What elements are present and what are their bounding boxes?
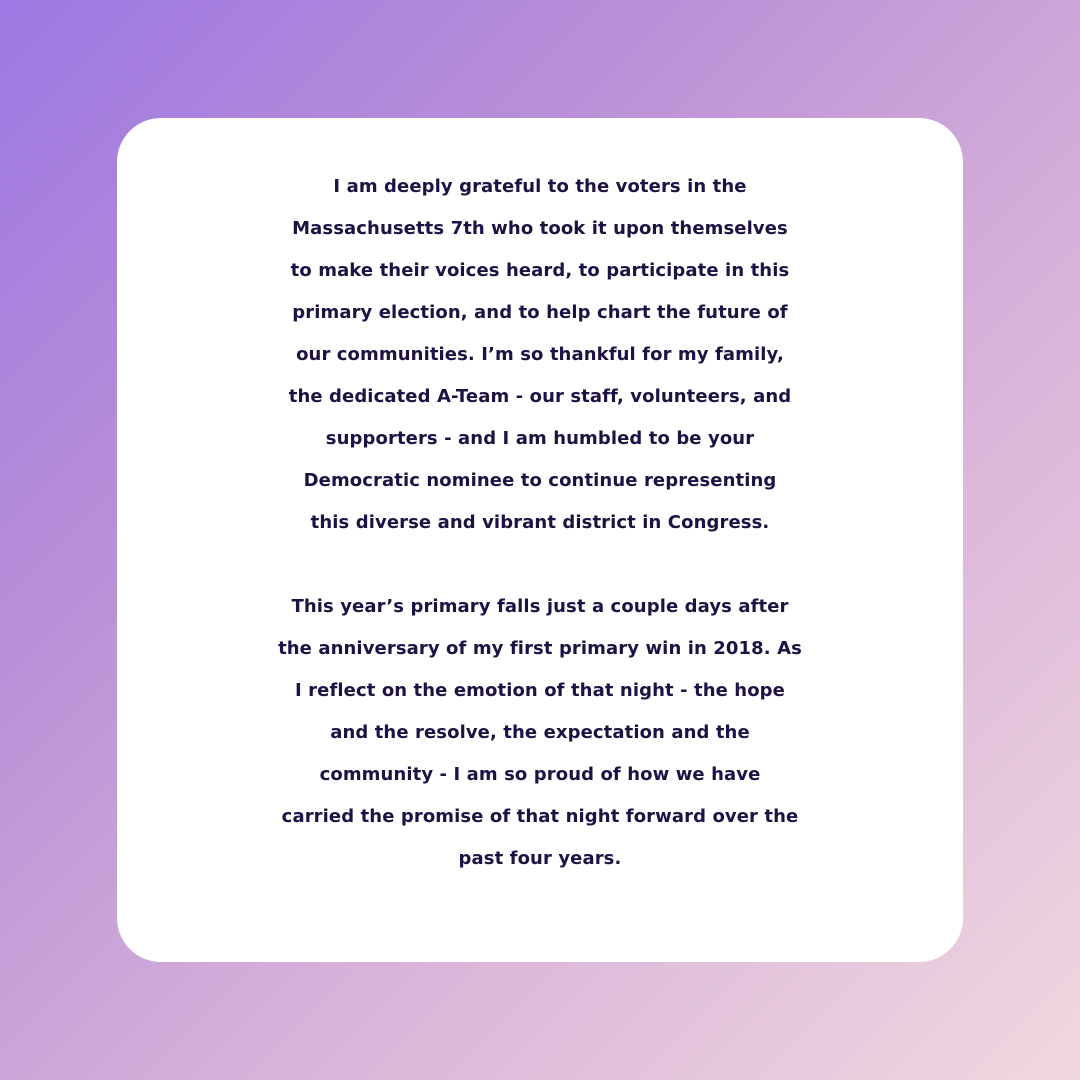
statement-line: Massachusetts 7th who took it upon themselves: [292, 218, 788, 239]
statement-line: Democratic nominee to continue representing: [303, 470, 777, 491]
statement-line: past four years.: [458, 848, 622, 869]
statement-paragraph-2: [117, 586, 963, 880]
statement-line: community - I am so proud of how we have: [319, 764, 761, 785]
statement-card: [117, 118, 963, 962]
statement-line: I am deeply grateful to the voters in the: [333, 176, 747, 197]
statement-line: the dedicated A-Team - our staff, volunteers, and: [288, 386, 792, 407]
statement-line: supporters - and I am humbled to be your: [325, 428, 755, 449]
statement-line: I reflect on the emotion of that night - the hope: [295, 680, 785, 701]
statement-line: This year’s primary falls just a couple days after: [291, 596, 789, 617]
statement-paragraph-1: [117, 166, 963, 544]
statement-line: our communities. I’m so thankful for my family,: [296, 344, 784, 365]
statement-line: primary election, and to help chart the future of: [292, 302, 788, 323]
statement-line: the anniversary of my first primary win in 2018. As: [278, 638, 802, 659]
statement-line: this diverse and vibrant district in Congress.: [310, 512, 770, 533]
statement-line: to make their voices heard, to participate in this: [290, 260, 790, 281]
statement-line: carried the promise of that night forward over the: [281, 806, 799, 827]
statement-line: and the resolve, the expectation and the: [330, 722, 750, 743]
